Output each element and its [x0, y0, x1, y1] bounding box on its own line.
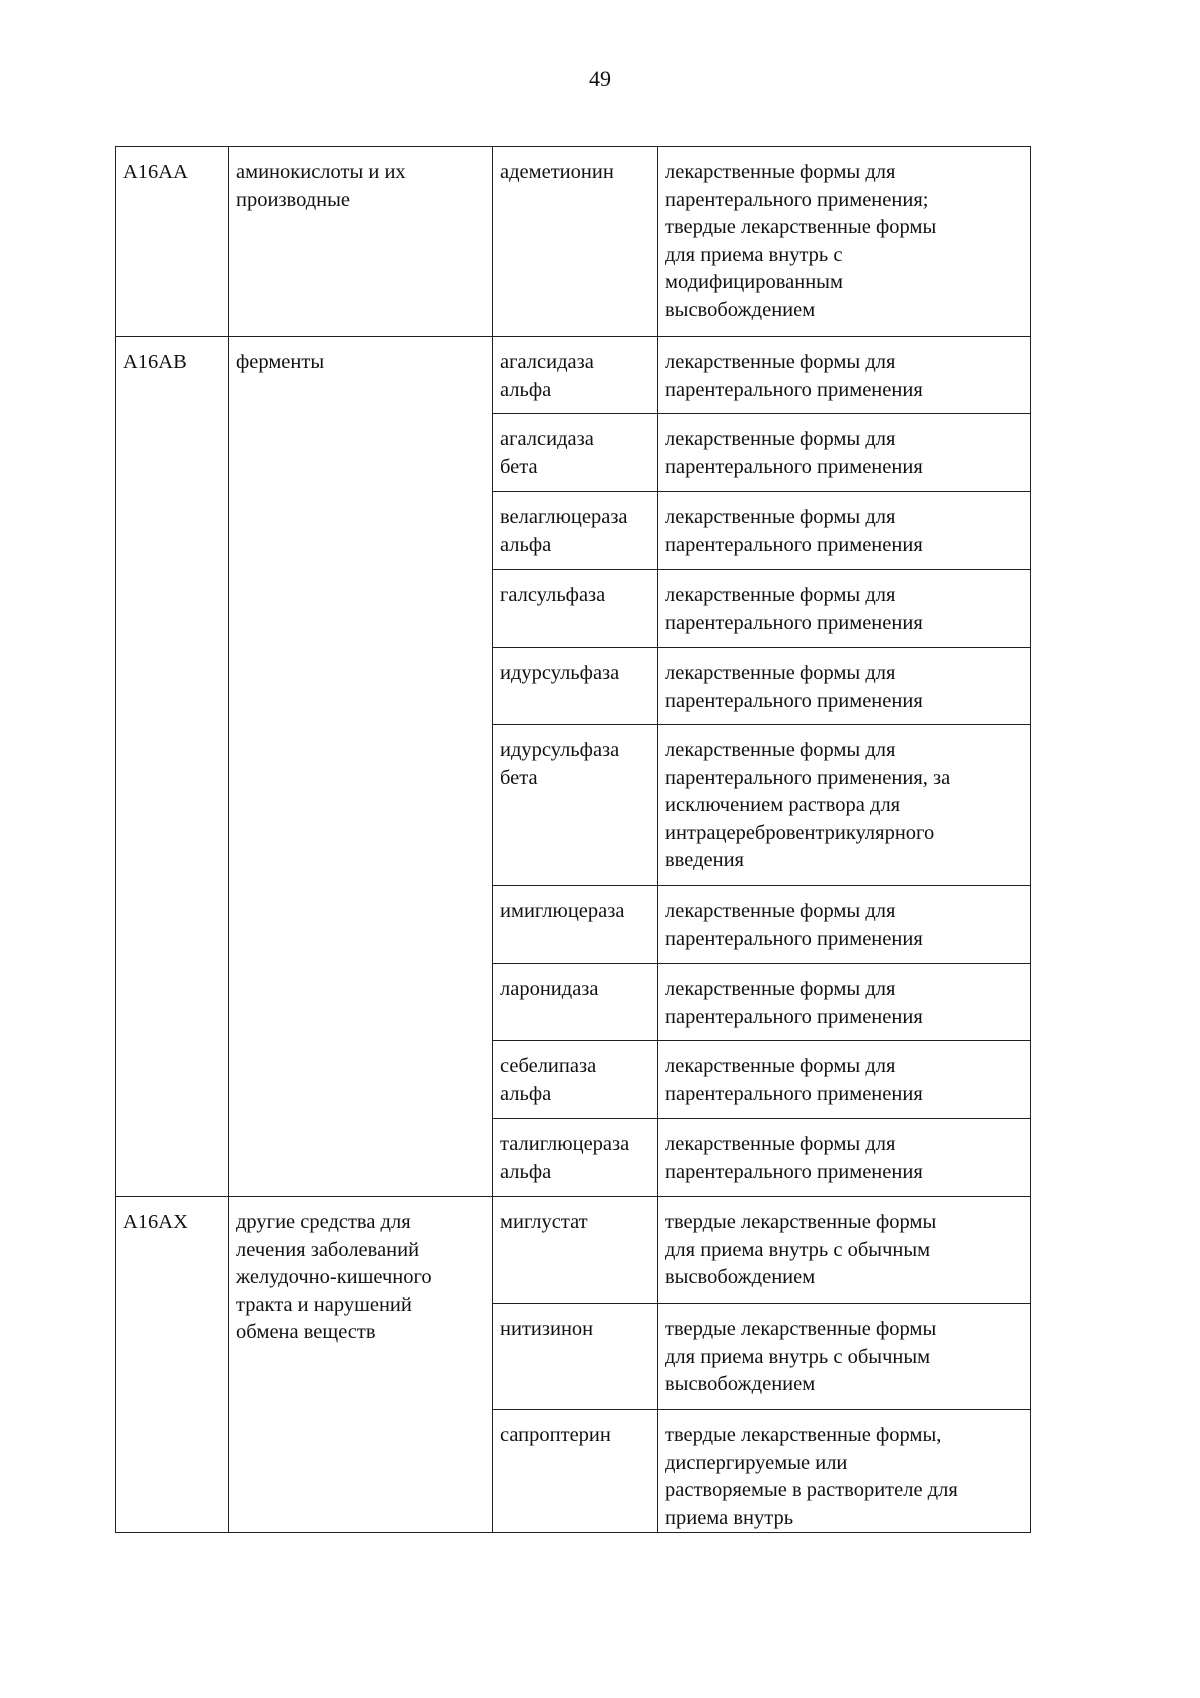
- dosage-form-cell: лекарственные формы для парентерального применения: [658, 337, 1031, 414]
- drug-name-cell: идурсульфаза: [493, 648, 658, 725]
- dosage-form-cell: лекарственные формы для парентерального применения: [658, 414, 1031, 492]
- drug-name-cell: галсульфаза: [493, 570, 658, 648]
- drug-name-cell: идурсульфаза бета: [493, 725, 658, 886]
- dosage-form-cell: лекарственные формы для парентерального применения: [658, 648, 1031, 725]
- table-row: [116, 147, 1031, 337]
- dosage-form-cell: твердые лекарственные формы, диспергируемые или растворяемые в растворителе для приема внутрь: [658, 1410, 1031, 1533]
- dosage-form-cell: лекарственные формы для парентерального применения: [658, 964, 1031, 1041]
- group-name-cell: другие средства для лечения заболеваний желудочно-кишечного тракта и нарушений обмена веществ: [229, 1197, 493, 1533]
- drug-name-cell: агалсидаза альфа: [493, 337, 658, 414]
- table-row: [116, 337, 1031, 414]
- drug-name-cell: велаглюцераза альфа: [493, 492, 658, 570]
- dosage-form-cell: лекарственные формы для парентерального применения: [658, 1119, 1031, 1197]
- dosage-form-cell: лекарственные формы для парентерального применения: [658, 1041, 1031, 1119]
- drug-name-cell: сапроптерин: [493, 1410, 658, 1533]
- dosage-form-cell: лекарственные формы для парентерального применения: [658, 570, 1031, 648]
- atc-code-cell: A16AB: [116, 337, 229, 1197]
- dosage-form-cell: лекарственные формы для парентерального применения; твердые лекарственные формы для приема внутрь с модифицированным высвобождением: [658, 147, 1031, 337]
- group-name-cell: аминокислоты и их производные: [229, 147, 493, 337]
- table-row: [116, 1197, 1031, 1304]
- drug-name-cell: адеметионин: [493, 147, 658, 337]
- group-name-cell: ферменты: [229, 337, 493, 1197]
- drug-name-cell: талиглюцераза альфа: [493, 1119, 658, 1197]
- drug-table: [115, 146, 1031, 1533]
- page-number: 49: [589, 66, 611, 91]
- drug-name-cell: агалсидаза бета: [493, 414, 658, 492]
- dosage-form-cell: лекарственные формы для парентерального применения, за исключением раствора для интрацеребровентрикулярного введения: [658, 725, 1031, 886]
- dosage-form-cell: лекарственные формы для парентерального применения: [658, 886, 1031, 964]
- table-body: [116, 147, 1031, 1533]
- drug-name-cell: себелипаза альфа: [493, 1041, 658, 1119]
- atc-code-cell: A16AA: [116, 147, 229, 337]
- dosage-form-cell: лекарственные формы для парентерального применения: [658, 492, 1031, 570]
- atc-code-cell: A16AX: [116, 1197, 229, 1533]
- drug-name-cell: ларонидаза: [493, 964, 658, 1041]
- drug-name-cell: нитизинон: [493, 1304, 658, 1410]
- dosage-form-cell: твердые лекарственные формы для приема внутрь с обычным высвобождением: [658, 1304, 1031, 1410]
- dosage-form-cell: твердые лекарственные формы для приема внутрь с обычным высвобождением: [658, 1197, 1031, 1304]
- drug-name-cell: имиглюцераза: [493, 886, 658, 964]
- drug-name-cell: миглустат: [493, 1197, 658, 1304]
